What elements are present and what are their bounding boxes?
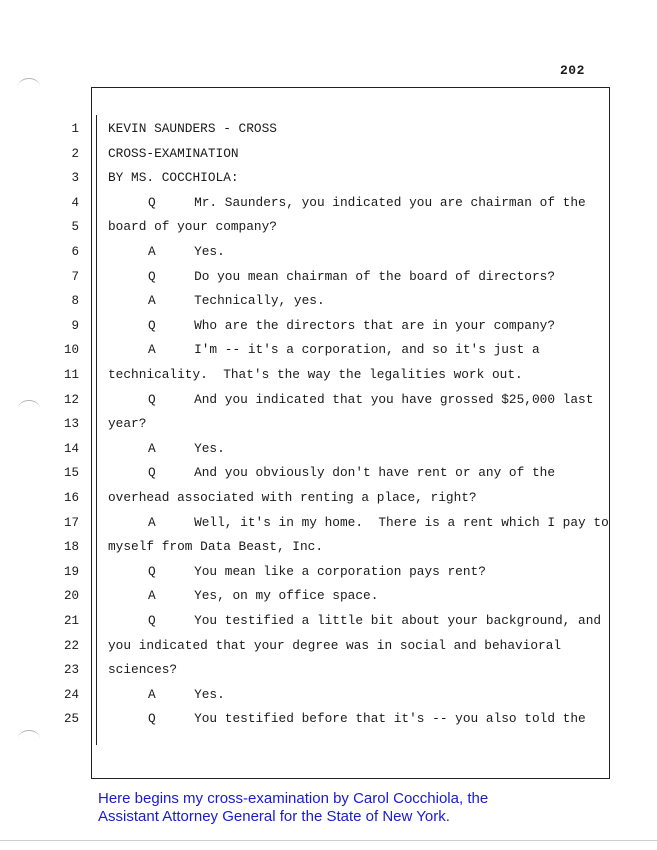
transcript-line bbox=[0, 685, 620, 705]
annotation-line-1: Here begins my cross-examination by Carol Cocchiola, the bbox=[98, 790, 489, 807]
transcript-line bbox=[0, 390, 620, 410]
transcript-line bbox=[0, 144, 620, 164]
line-text: board of your company? bbox=[108, 219, 277, 235]
transcript-line bbox=[0, 513, 620, 533]
line-text: Q You testified a little bit about your background, and bbox=[148, 613, 602, 628]
line-text: Q Do you mean chairman of the board of directors? bbox=[148, 268, 556, 284]
line-text: overhead associated with renting a place, right? bbox=[108, 490, 477, 505]
line-number: 23 bbox=[63, 663, 79, 678]
annotation-line-2: Assistant Attorney General for the State of New York. bbox=[98, 808, 450, 825]
transcript-line bbox=[0, 242, 620, 262]
line-text: Q Mr. Saunders, you indicated you are chairman of the bbox=[148, 194, 586, 210]
line-number: 8 bbox=[71, 294, 79, 309]
line-number: 24 bbox=[63, 687, 79, 702]
line-number: 2 bbox=[71, 146, 79, 161]
line-number: 1 bbox=[71, 122, 79, 136]
line-number: 22 bbox=[63, 638, 79, 653]
line-text: Q And you indicated that you have grossed $25,000 last bbox=[148, 391, 594, 407]
line-text: A Technically, yes. bbox=[148, 293, 325, 309]
line-text: KEVIN SAUNDERS - CROSS bbox=[108, 121, 277, 136]
line-text: technicality. That's the way the legalities work out. bbox=[108, 367, 523, 382]
annotation-note bbox=[98, 790, 618, 826]
transcript-line bbox=[0, 463, 620, 483]
line-text: sciences? bbox=[108, 662, 178, 678]
line-number: 17 bbox=[63, 515, 79, 530]
line-number: 5 bbox=[71, 220, 79, 235]
line-number: 25 bbox=[63, 712, 79, 727]
page-number: 202 bbox=[560, 63, 585, 78]
line-number: 14 bbox=[63, 441, 79, 456]
line-number: 11 bbox=[63, 368, 79, 382]
transcript-line bbox=[0, 168, 620, 188]
transcript-line bbox=[0, 537, 620, 557]
punch-hole-top bbox=[18, 78, 40, 95]
transcript-line bbox=[0, 439, 620, 459]
transcript-line bbox=[0, 562, 620, 582]
line-number: 10 bbox=[63, 343, 79, 358]
line-text: Q And you obviously don't have rent or any of the bbox=[148, 465, 556, 481]
transcript-line bbox=[0, 291, 620, 311]
line-number: 4 bbox=[71, 195, 79, 210]
line-number: 18 bbox=[63, 540, 79, 555]
transcript-line bbox=[0, 414, 620, 434]
line-text: A Yes. bbox=[148, 686, 225, 702]
transcript-line bbox=[0, 217, 620, 237]
line-number: 15 bbox=[63, 466, 79, 481]
transcript-line bbox=[0, 316, 620, 336]
transcript-line bbox=[0, 267, 620, 287]
transcript-line bbox=[0, 193, 620, 213]
line-text: A Yes. bbox=[148, 440, 225, 456]
line-number: 9 bbox=[71, 318, 79, 333]
line-text: you indicated that your degree was in social and behavioral bbox=[108, 637, 562, 653]
transcript-line bbox=[0, 709, 620, 729]
transcript-line bbox=[0, 488, 620, 508]
line-number: 13 bbox=[63, 417, 79, 432]
line-number: 7 bbox=[71, 269, 79, 284]
transcript-line bbox=[0, 586, 620, 606]
line-text: A Yes, on my office space. bbox=[148, 588, 379, 604]
line-text: Q You mean like a corporation pays rent? bbox=[148, 563, 486, 579]
line-number: 12 bbox=[63, 392, 79, 407]
line-number: 20 bbox=[63, 589, 79, 604]
line-text: BY MS. COCCHIOLA: bbox=[108, 170, 239, 186]
transcript-line bbox=[0, 636, 620, 656]
line-text: year? bbox=[108, 416, 147, 432]
bottom-rule bbox=[0, 840, 657, 841]
line-number: 16 bbox=[63, 491, 79, 505]
line-text: Q Who are the directors that are in your company? bbox=[148, 317, 556, 333]
line-text: A I'm -- it's a corporation, and so it's just a bbox=[148, 342, 540, 358]
transcript-line bbox=[0, 340, 620, 360]
line-number: 21 bbox=[63, 614, 79, 628]
punch-hole-bottom bbox=[18, 730, 40, 747]
line-number: 19 bbox=[63, 564, 79, 579]
line-text: A Well, it's in my home. There is a rent which I pay to bbox=[148, 514, 609, 530]
transcript-line bbox=[0, 365, 620, 385]
transcript-line bbox=[0, 119, 620, 139]
line-text: Q You testified before that it's -- you also told the bbox=[148, 711, 586, 727]
transcript-line bbox=[0, 660, 620, 680]
line-text: CROSS-EXAMINATION bbox=[108, 145, 239, 161]
line-number: 3 bbox=[71, 171, 79, 186]
transcript-line bbox=[0, 611, 620, 631]
line-text: A Yes. bbox=[148, 244, 225, 259]
line-number: 6 bbox=[71, 245, 79, 259]
line-text: myself from Data Beast, Inc. bbox=[108, 539, 324, 555]
